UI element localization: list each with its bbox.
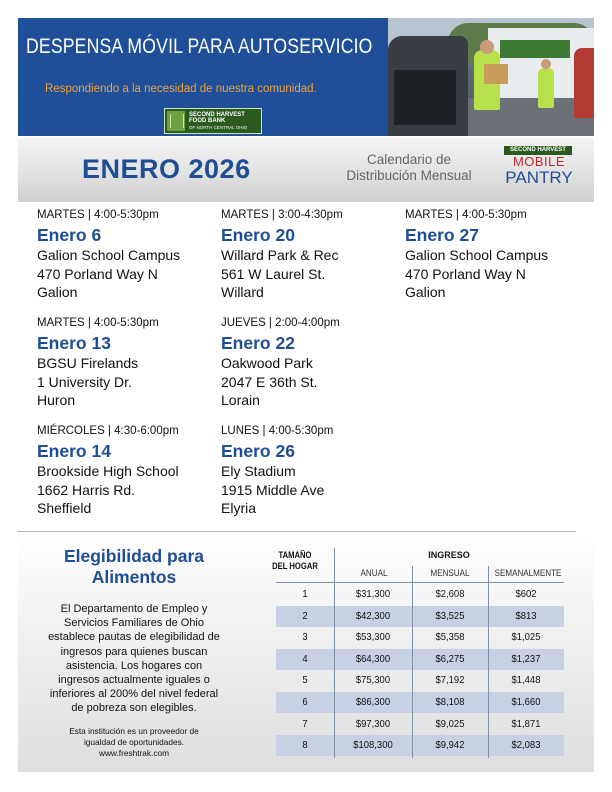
event-place: BGSU Firelands	[37, 355, 139, 371]
annual-income-cell: $31,300	[355, 588, 391, 600]
monthly-income-cell: $3,525	[435, 609, 465, 622]
event-date: Enero 27	[405, 225, 479, 245]
annual-income-cell: $97,300	[355, 717, 391, 730]
event-date: Enero 26	[221, 441, 295, 461]
table-row	[276, 735, 564, 756]
monthly-income-cell: $6,275	[435, 652, 465, 665]
monthly-income-cell: $9,025	[435, 717, 465, 730]
event-enero-22	[221, 316, 401, 410]
weekly-header: SEMANALMENTE	[494, 568, 562, 579]
event-date: Enero 6	[37, 225, 102, 245]
calendar-title	[334, 152, 484, 184]
event-day-time: MARTES | 4:00-5:30pm	[405, 209, 527, 221]
event-enero-20	[221, 208, 401, 302]
event-enero-26	[221, 424, 401, 518]
event-address: 1 University Dr.	[37, 373, 132, 390]
event-city: Sheffield	[37, 500, 92, 516]
food-box-image	[484, 64, 508, 84]
weekly-income-cell: $1,448	[511, 674, 541, 687]
annual-income-cell: $42,300	[355, 609, 391, 622]
monthly-income-cell: $5,358	[435, 631, 465, 644]
household-size-cell: 2	[302, 609, 308, 622]
event-day-time: MIÉRCOLES | 4:30-6:00pm	[37, 425, 179, 437]
volunteer-figure	[574, 48, 594, 118]
table-row	[276, 670, 564, 691]
table-row	[276, 606, 564, 627]
event-day-time: MARTES | 4:00-5:30pm	[37, 317, 159, 329]
calendar-title-line-1: Calendario de	[366, 152, 452, 167]
event-address: 1662 Harris Rd.	[37, 481, 136, 498]
logo-line-3: OF NORTH CENTRAL OHIO	[189, 124, 248, 130]
event-address: 561 W Laurel St.	[221, 265, 326, 282]
month-title: ENERO 2026	[82, 154, 251, 184]
event-city: Elyria	[221, 500, 257, 516]
annual-income-cell: $86,300	[355, 696, 391, 708]
table-row	[276, 584, 564, 605]
annual-income-cell: $64,300	[355, 652, 391, 665]
event-place: Galion School Campus	[405, 247, 549, 263]
event-enero-13	[37, 316, 217, 410]
event-enero-14	[37, 424, 217, 518]
equal-opportunity-note	[46, 726, 222, 759]
event-day-time: JUEVES | 2:00-4:00pm	[221, 317, 340, 329]
annual-income-cell: $53,300	[355, 631, 391, 644]
household-size-cell: 4	[302, 652, 308, 665]
banner-title: DESPENSA MÓVIL PARA AUTOSERVICIO	[26, 34, 373, 58]
month-band	[18, 138, 594, 202]
event-place: Galion School Campus	[37, 247, 181, 263]
event-day-time: MARTES | 3:00-4:30pm	[221, 209, 343, 221]
event-place: Oakwood Park	[221, 355, 313, 371]
mobile-pantry-logo-mid: MOBILE	[512, 154, 566, 169]
household-size-cell: 1	[302, 588, 308, 600]
volunteers-photo	[388, 18, 594, 136]
weekly-income-cell: $813	[515, 609, 537, 622]
event-enero-6	[37, 208, 217, 302]
household-size-cell: 6	[302, 696, 308, 708]
car-image	[388, 36, 468, 136]
event-city: Galion	[405, 284, 446, 300]
logo-line-2: FOOD BANK	[189, 117, 226, 124]
monthly-header: MENSUAL	[430, 568, 470, 579]
event-date: Enero 13	[37, 333, 111, 353]
event-day-time: MARTES | 4:00-5:30pm	[37, 209, 159, 221]
event-address: 470 Porland Way N	[405, 265, 526, 282]
event-city: Galion	[37, 284, 78, 300]
weekly-income-cell: $602	[515, 588, 537, 600]
eligibility-section	[18, 532, 594, 772]
event-enero-27	[405, 208, 585, 302]
logo-line-1: SECOND HARVEST	[189, 111, 245, 118]
event-day-time: LUNES | 4:00-5:30pm	[221, 425, 334, 437]
note-line-2: igualdad de oportunidades.	[83, 737, 185, 747]
eligibility-title: Elegibilidad para Alimentos	[63, 546, 205, 587]
event-date: Enero 14	[37, 441, 111, 461]
income-header: INGRESO	[428, 550, 470, 560]
eligibility-description: El Departamento de Empleo y Servicios Familiares de Ohio establece pautas de elegibilidad de ingresos para quienes buscan asistencia. Los hogares con ingresos actualmente iguales o inferiores al 200% del nivel federal de pobreza son elegibles.	[48, 603, 220, 715]
table-row	[276, 649, 564, 670]
mobile-pantry-logo-top: SECOND HARVEST	[504, 146, 572, 155]
household-size-header	[262, 550, 328, 572]
weekly-income-cell: $2,083	[511, 739, 541, 752]
annual-income-cell: $75,300	[355, 674, 391, 687]
monthly-income-cell: $7,192	[435, 674, 465, 687]
table-row	[276, 692, 564, 713]
freshtrak-link[interactable]: www.freshtrak.com	[98, 748, 170, 758]
event-city: Huron	[37, 392, 76, 408]
mobile-pantry-logo	[504, 146, 574, 190]
household-size-cell: 5	[302, 674, 308, 687]
mobile-pantry-logo-bottom: PANTRY	[505, 168, 573, 187]
header-line-2: DEL HOGAR	[272, 561, 318, 571]
calendar-title-line-2: Distribución Mensual	[346, 168, 472, 183]
weekly-income-cell: $1,871	[511, 717, 541, 730]
monthly-income-cell: $8,108	[435, 696, 465, 708]
header-banner	[18, 18, 594, 136]
event-city: Lorain	[221, 392, 260, 408]
header-line-1: TAMAÑO	[278, 550, 312, 560]
event-city: Willard	[221, 284, 264, 300]
weekly-income-cell: $1,660	[511, 696, 541, 708]
leaf-icon	[167, 111, 185, 131]
food-bank-logo	[164, 108, 262, 134]
event-place: Willard Park & Rec	[221, 247, 339, 263]
annual-header: ANUAL	[360, 568, 388, 579]
event-address: 470 Porland Way N	[37, 265, 158, 282]
banner-subtitle: Respondiendo a la necesidad de nuestra comunidad.	[45, 83, 317, 95]
event-date: Enero 20	[221, 225, 295, 245]
event-place: Brookside High School	[37, 463, 179, 479]
household-size-cell: 3	[302, 631, 308, 644]
volunteer-figure	[538, 68, 554, 108]
event-address: 2047 E 36th St.	[221, 373, 318, 390]
table-row	[276, 627, 564, 648]
household-size-cell: 7	[302, 717, 308, 730]
event-date: Enero 22	[221, 333, 295, 353]
household-size-cell: 8	[302, 739, 308, 752]
table-row	[276, 714, 564, 735]
event-place: Ely Stadium	[221, 463, 296, 479]
annual-income-cell: $108,300	[353, 739, 393, 752]
note-line-1: Esta institución es un proveedor de	[69, 726, 199, 736]
weekly-income-cell: $1,237	[511, 652, 541, 665]
section-divider	[18, 531, 576, 532]
weekly-income-cell: $1,025	[511, 631, 541, 644]
monthly-income-cell: $9,942	[435, 739, 465, 752]
monthly-income-cell: $2,608	[435, 588, 465, 600]
event-address: 1915 Middle Ave	[221, 481, 325, 498]
